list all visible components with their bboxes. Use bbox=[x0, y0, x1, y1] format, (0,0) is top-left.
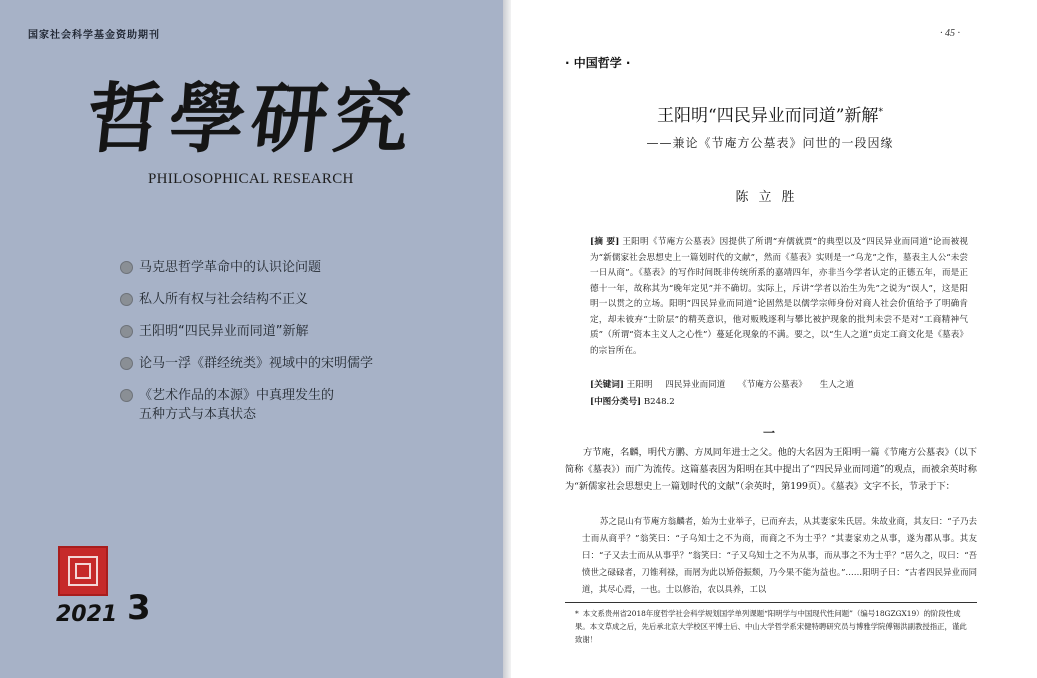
issue-number: 3 bbox=[127, 588, 151, 628]
article-subtitle: ——兼论《节庵方公墓表》问世的一段因缘 bbox=[646, 136, 894, 150]
keywords-label: [关键词] bbox=[590, 380, 624, 390]
classification-number: B248.2 bbox=[643, 397, 675, 407]
toc-item-line: 马克思哲学革命中的认识论问题 bbox=[139, 260, 322, 275]
keyword: 王阳明 bbox=[626, 380, 653, 390]
bullet-icon bbox=[120, 325, 133, 338]
article-title-text: 王阳明“四民异业而同道”新解 bbox=[657, 106, 879, 126]
footnote-divider bbox=[565, 602, 977, 603]
bullet-icon bbox=[120, 357, 133, 370]
page-gutter bbox=[503, 0, 511, 678]
title-footnote-mark: * bbox=[878, 107, 883, 118]
bullet-icon bbox=[120, 293, 133, 306]
toc-item bbox=[120, 354, 460, 373]
journal-title-calligraphy: 哲學研究 bbox=[82, 74, 421, 163]
classification-line bbox=[590, 395, 968, 407]
part-marker: 一 bbox=[763, 426, 776, 440]
bullet-icon bbox=[120, 261, 133, 274]
keyword: 四民异业而同道 bbox=[665, 380, 726, 390]
page-number: · 45 · bbox=[940, 28, 960, 39]
toc-item-line: 王阳明“四民异业而同道”新解 bbox=[139, 324, 309, 339]
toc-item-line: 《艺术作品的本源》中真理发生的 bbox=[139, 388, 335, 403]
funding-line: 国家社会科学基金资助期刊 bbox=[28, 30, 160, 41]
keyword: 《节庵方公墓表》 bbox=[738, 380, 807, 390]
toc-item bbox=[120, 386, 460, 424]
journal-title-english: PHILOSOPHICAL RESEARCH bbox=[148, 171, 354, 187]
journal-cover bbox=[0, 0, 503, 678]
toc-item bbox=[120, 258, 460, 277]
toc-item bbox=[120, 322, 460, 341]
classification-label: [中图分类号] bbox=[590, 397, 642, 407]
keyword: 生人之道 bbox=[819, 380, 854, 390]
abstract bbox=[590, 235, 968, 359]
abstract-label: [摘 要] bbox=[590, 237, 620, 247]
toc-item bbox=[120, 290, 460, 309]
footnote bbox=[575, 607, 970, 646]
keywords-line bbox=[590, 378, 968, 390]
body-paragraph: 方节庵，名麟，明代方鹏、方凤同年进士之父。他的大名因为王阳明一篇《节庵方公墓表》（以下简称《墓表》）而广为流传。这篇墓表因为阳明在其中提出了“四民异业而同道”的观点，而被余英时称为“新儒家社会思想史上一篇划时代的文献”（余英时，第199页）。《墓表》文字不长，节录于下： bbox=[565, 447, 977, 492]
article-author: 陈立胜 bbox=[735, 190, 805, 205]
bullet-icon bbox=[120, 389, 133, 402]
toc-item-line-2: 五种方式与本真状态 bbox=[139, 407, 257, 422]
footnote-mark: * bbox=[575, 609, 579, 618]
footnote-text: 本文系贵州省2018年度哲学社会科学规划国学单列课题“阳明学与中国现代性问题”（编号18GZGX19）的阶段性成果。本文草成之后，先后承北京大学校区平博士后、中山大学哲学系宋健特聘研究员与博雅学院傅锡洪副教授指正，谨此致谢！ bbox=[575, 609, 967, 644]
section-label: · 中国哲学 · bbox=[565, 56, 631, 70]
quoted-passage: 苏之昆山有节庵方翁麟者，始为士业举子，已而弃去，从其妻家朱氏居。朱故业商，其友曰：“子乃去士而从商乎？”翁笑曰：“子乌知士之不为商，而商之不为士乎？”其妻家劝之从事，遂为郡从事。其友曰：“子又去士而从从事乎？”翁笑曰：“子又乌知士之不为从事，而从事之不为士乎？”居久之，叹曰：“吾愤世之碌碌者，刀锥利禄，而屑为此以矫俗振颓，乃今果不能为益也。”……阳明子曰：“古者四民异业而同道，其尽心焉，一也。士以修治，农以具养，工以 bbox=[582, 516, 977, 594]
issue-year: 2021 bbox=[56, 602, 118, 627]
red-seal-logo bbox=[58, 546, 108, 596]
toc-item-line: 私人所有权与社会结构不正义 bbox=[139, 292, 309, 307]
abstract-text: 王阳明《节庵方公墓表》因提供了所谓“弃儒就贾”的典型以及“四民异业而同道”论而被视为“新儒家社会思想史上一篇划时代的文献”，然而《墓表》实则是一“乌龙”之作，墓表主人公“未尝一日从商”。《墓表》的写作时间既非传统所系的嘉靖四年，亦非当今学者认定的正德五年，而是正德十一年，故称其为“晚年定见”并不确切。实际上，斥讲“学者以治生为先”之说为“误人”，这是阳明一以贯之的立场。阳明“四民异业而同道”论固然是以儒学宗师身份对商人社会价值给予了明确肯定，却未彼弃“士阶层”的精英意识，他对贩贱逐利与攀比被护现象的批判未尝不是对“工商精神气质”（所谓“资本主义人之心性”）蔓延化现象的不满。要之，以“生人之道”贞定工商文化是《墓表》的宗旨所在。 bbox=[590, 237, 969, 356]
cover-table-of-contents bbox=[120, 258, 460, 437]
article-title bbox=[565, 101, 975, 126]
toc-item-line: 论马一浮《群经统类》视域中的宋明儒学 bbox=[139, 356, 374, 371]
